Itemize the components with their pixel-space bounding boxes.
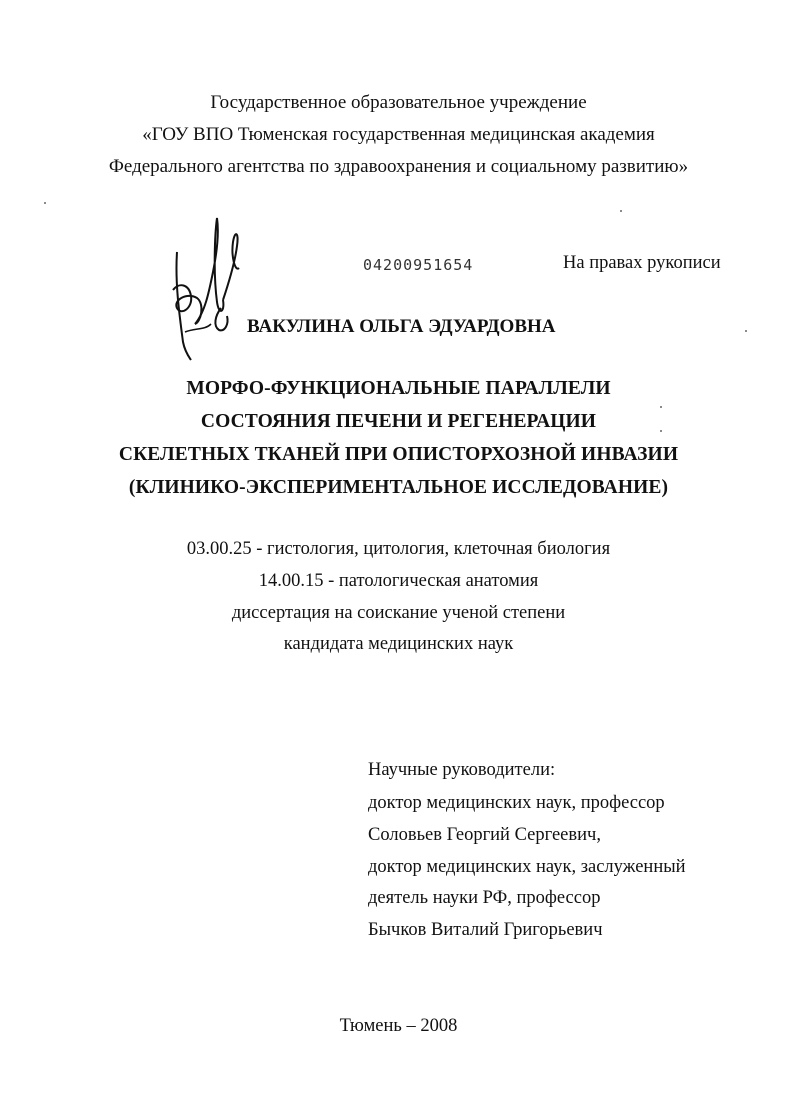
supervisor-1-title: доктор медицинских наук, профессор xyxy=(368,793,665,813)
specialty-1: 03.00.25 - гистология, цитология, клеточная биология xyxy=(186,539,611,559)
specialty-2: 14.00.15 - патологическая анатомия xyxy=(258,571,539,591)
city-year: Тюмень – 2008 xyxy=(339,1016,458,1036)
title-line-1: МОРФО-ФУНКЦИОНАЛЬНЫЕ ПАРАЛЛЕЛИ xyxy=(186,378,611,399)
scan-speck xyxy=(660,430,662,432)
supervisor-2-title-cont: деятель науки РФ, профессор xyxy=(368,888,601,908)
supervisor-2-title: доктор медицинских наук, заслуженный xyxy=(368,857,686,877)
title-line-4: (КЛИНИКО-ЭКСПЕРИМЕНТАЛЬНОЕ ИССЛЕДОВАНИЕ) xyxy=(128,477,669,498)
scan-speck xyxy=(745,330,747,332)
degree-line-2: кандидата медицинских наук xyxy=(283,634,514,654)
scan-speck xyxy=(44,202,46,204)
title-line-3: СКЕЛЕТНЫХ ТКАНЕЙ ПРИ ОПИСТОРХОЗНОЙ ИНВАЗИИ xyxy=(118,444,679,465)
title-line-2: СОСТОЯНИЯ ПЕЧЕНИ И РЕГЕНЕРАЦИИ xyxy=(200,411,597,432)
handwritten-signature xyxy=(165,212,255,362)
institution-line-3: Федерального агентства по здравоохранения и социальному развитию» xyxy=(108,156,689,177)
supervisor-1-name: Соловьев Георгий Сергеевич, xyxy=(368,825,601,845)
supervisors-heading: Научные руководители: xyxy=(368,760,556,780)
author-name: ВАКУЛИНА ОЛЬГА ЭДУАРДОВНА xyxy=(247,316,556,337)
supervisor-2-name: Бычков Виталий Григорьевич xyxy=(368,920,603,940)
institution-line-1: Государственное образовательное учреждение xyxy=(210,92,587,113)
institution-line-2: «ГОУ ВПО Тюменская государственная медицинская академия xyxy=(142,124,655,145)
inventory-number: 04200951654 xyxy=(363,256,474,274)
rights-note: На правах рукописи xyxy=(563,253,721,273)
degree-line-1: диссертация на соискание ученой степени xyxy=(231,603,566,623)
scan-speck xyxy=(660,406,662,408)
scan-speck xyxy=(620,210,622,212)
